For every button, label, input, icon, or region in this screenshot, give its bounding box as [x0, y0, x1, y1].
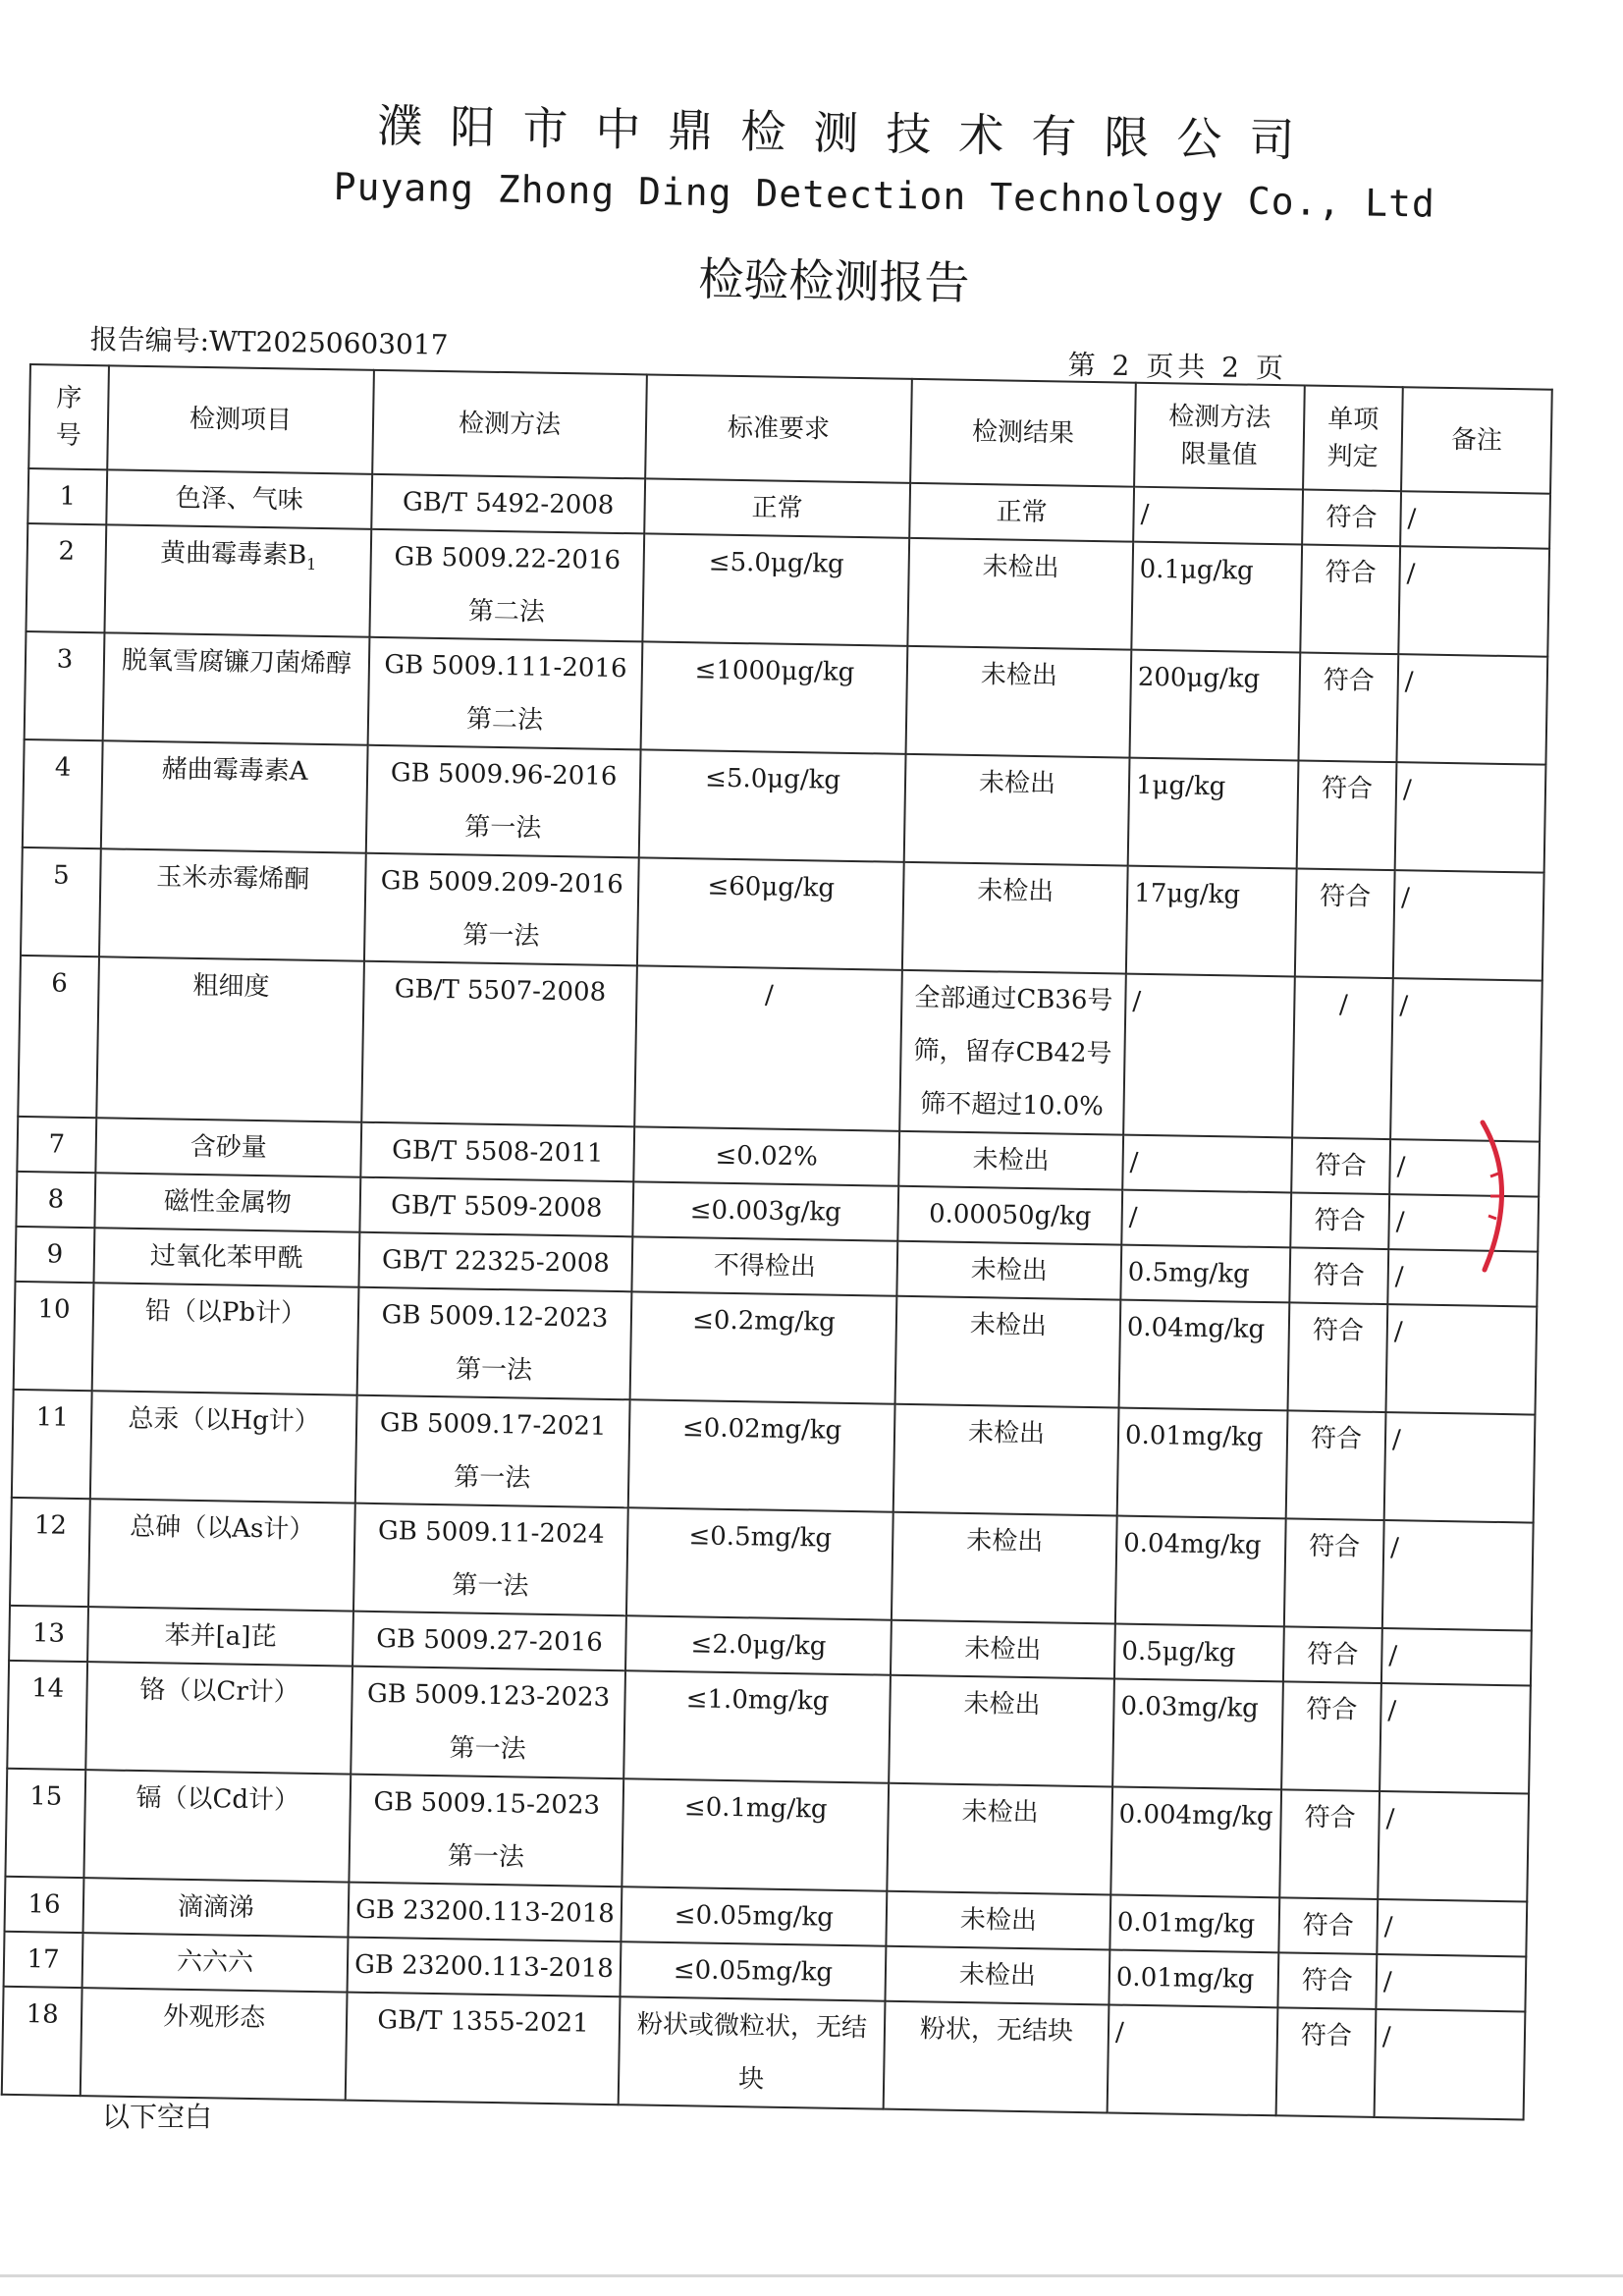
cell-judgement: / — [1292, 976, 1393, 1139]
cell-no: 14 — [7, 1661, 87, 1770]
cell-item: 六六六 — [82, 1933, 349, 1992]
cell-method: GB/T 5492-2008 — [371, 474, 645, 534]
cell-standard: ≤0.2mg/kg — [630, 1291, 897, 1403]
cell-item: 苯并[a]芘 — [87, 1607, 353, 1666]
cell-item: 铅（以Pb计） — [92, 1283, 359, 1394]
cell-judgement: 符合 — [1295, 868, 1395, 978]
col-header-limit: 检测方法 限量值 — [1134, 383, 1305, 490]
scan-edge-line — [0, 2274, 1623, 2277]
cell-result: 未检出 — [887, 1783, 1112, 1895]
cell-no: 12 — [10, 1498, 90, 1607]
cell-method: GB 5009.96-2016 第一法 — [366, 745, 641, 858]
cell-remark: / — [1381, 1628, 1532, 1686]
cell-result: 未检出 — [892, 1512, 1117, 1624]
cell-method: GB 5009.15-2023 第一法 — [349, 1775, 623, 1887]
page-indicator: 第 2 页共 2 页 — [1067, 348, 1288, 385]
cell-method: GB/T 22325-2008 — [358, 1232, 632, 1292]
cell-standard: ≤2.0μg/kg — [625, 1615, 892, 1674]
cell-result: 0.00050g/kg — [897, 1186, 1122, 1245]
cell-method: GB 23200.113-2018 — [348, 1883, 622, 1942]
cell-limit: 0.5μg/kg — [1114, 1624, 1284, 1682]
cell-no: 17 — [4, 1932, 83, 1988]
cell-result: 未检出 — [885, 1946, 1109, 2005]
cell-result: 粉状，无结块 — [884, 2001, 1109, 2113]
cell-limit: 1μg/kg — [1128, 758, 1299, 869]
cell-remark: / — [1385, 1304, 1537, 1415]
cell-judgement: 符合 — [1300, 545, 1400, 655]
cell-no: 1 — [27, 468, 107, 524]
col-header-method: 检测方法 — [372, 370, 647, 479]
cell-judgement: 符合 — [1283, 1626, 1382, 1683]
cell-no: 11 — [12, 1390, 92, 1499]
cell-item: 滴滴涕 — [83, 1878, 350, 1937]
cell-result: 正常 — [909, 483, 1134, 542]
cell-result: 全部通过CB36号筛，留存CB42号筛不超过10.0% — [899, 970, 1126, 1135]
cell-method: GB 5009.27-2016 — [352, 1612, 626, 1671]
cell-method: GB 5009.12-2023 第一法 — [357, 1287, 632, 1400]
cell-method: GB 23200.113-2018 — [348, 1938, 622, 1997]
cell-limit: 0.004mg/kg — [1110, 1786, 1281, 1897]
cell-method: GB/T 5507-2008 — [361, 961, 637, 1127]
cell-no: 13 — [9, 1606, 88, 1662]
cell-item: 外观形态 — [81, 1988, 348, 2100]
cell-standard: ≤5.0μg/kg — [642, 533, 909, 645]
cell-no: 4 — [23, 739, 103, 848]
cell-item: 黄曲霉毒素$B_1$ — [104, 524, 371, 636]
cell-remark: / — [1376, 1954, 1526, 2012]
results-table-wrapper — [1, 363, 1551, 2120]
cell-no: 16 — [5, 1877, 84, 1933]
cell-method: GB/T 5508-2011 — [360, 1122, 634, 1182]
cell-item: 赭曲霉毒素A — [101, 740, 368, 852]
cell-standard: ≤60μg/kg — [637, 857, 904, 969]
cell-item: 含砂量 — [95, 1118, 361, 1176]
cell-item: 粗细度 — [96, 957, 364, 1121]
cell-remark: / — [1380, 1683, 1531, 1794]
cell-result: 未检出 — [898, 1131, 1123, 1190]
cell-standard: ≤0.02% — [633, 1126, 899, 1185]
table-body — [2, 468, 1550, 2119]
item-subscript: 1 — [305, 554, 317, 574]
cell-method: GB 5009.123-2023 第一法 — [351, 1667, 625, 1779]
cell-method: GB 5009.209-2016第一法 — [364, 853, 639, 966]
company-name-en: Puyang Zhong Ding Detection Technology Co., Ltd — [333, 165, 1436, 226]
cell-remark: / — [1384, 1412, 1536, 1523]
report-number-value: WT20250603017 — [208, 324, 449, 361]
col-header-standard: 标准要求 — [645, 374, 912, 482]
cell-remark: / — [1393, 870, 1544, 981]
cell-limit: 0.01mg/kg — [1109, 1894, 1279, 1952]
cell-standard: ≤0.05mg/kg — [621, 1941, 887, 2000]
cell-item: 总汞（以Hg计） — [90, 1391, 357, 1503]
blank-below-note: 以下空白 — [102, 2101, 213, 2133]
cell-no: 3 — [25, 631, 105, 740]
cell-judgement: 符合 — [1278, 1897, 1378, 1954]
cell-judgement: 符合 — [1298, 652, 1398, 762]
cell-judgement: 符合 — [1281, 1681, 1381, 1791]
col-header-judgement: 单项 判定 — [1303, 386, 1403, 492]
table-row — [18, 956, 1542, 1142]
cell-method: GB/T 1355-2021 — [346, 1993, 621, 2105]
col-header-item: 检测项目 — [107, 365, 374, 473]
cell-method: GB 5009.22-2016 第二法 — [369, 529, 644, 642]
cell-judgement: 符合 — [1276, 2007, 1377, 2117]
cell-method: GB 5009.17-2021 第一法 — [355, 1395, 630, 1508]
cell-remark: / — [1388, 1194, 1539, 1252]
cell-limit: 0.01mg/kg — [1117, 1408, 1288, 1519]
cell-judgement: 符合 — [1289, 1247, 1388, 1304]
cell-limit: / — [1133, 487, 1303, 545]
cell-remark: / — [1390, 978, 1542, 1141]
cell-item: 过氧化苯甲酰 — [93, 1228, 359, 1286]
cell-standard: / — [634, 965, 902, 1130]
cell-result: 未检出 — [906, 646, 1132, 758]
cell-no: 15 — [5, 1769, 85, 1878]
results-table — [1, 363, 1553, 2120]
cell-limit: 0.04mg/kg — [1115, 1516, 1286, 1627]
cell-standard: ≤1.0mg/kg — [623, 1670, 891, 1782]
seal-stamp-edge — [1473, 1118, 1532, 1275]
cell-item: 铬（以Cr计） — [85, 1662, 352, 1774]
cell-no: 7 — [17, 1117, 96, 1173]
cell-standard: ≤0.003g/kg — [632, 1181, 898, 1240]
cell-remark: / — [1398, 546, 1549, 657]
cell-no: 8 — [16, 1172, 95, 1228]
cell-remark: / — [1396, 654, 1547, 765]
cell-remark: / — [1400, 491, 1550, 549]
cell-standard: ≤0.1mg/kg — [622, 1778, 889, 1890]
cell-result: 未检出 — [891, 1620, 1115, 1679]
cell-judgement: 符合 — [1284, 1518, 1384, 1628]
cell-standard: 正常 — [644, 478, 910, 537]
cell-limit: / — [1122, 1135, 1292, 1193]
cell-standard: 不得检出 — [631, 1236, 897, 1295]
cell-limit: 17μg/kg — [1126, 866, 1297, 977]
cell-limit: 0.01mg/kg — [1109, 1949, 1278, 2007]
cell-item: 镉（以Cd计） — [83, 1770, 351, 1882]
cell-judgement: 符合 — [1277, 1952, 1377, 2009]
cell-remark: / — [1382, 1520, 1534, 1631]
cell-limit: / — [1123, 974, 1295, 1138]
cell-no: 5 — [21, 847, 101, 957]
cell-no: 6 — [18, 956, 99, 1118]
cell-result: 未检出 — [902, 862, 1128, 974]
cell-item: 总砷（以As计） — [88, 1499, 355, 1611]
cell-item: 磁性金属物 — [94, 1173, 360, 1231]
cell-judgement: 符合 — [1297, 760, 1397, 870]
cell-standard: ≤0.5mg/kg — [626, 1507, 893, 1619]
cell-method: GB/T 5509-2008 — [359, 1177, 633, 1237]
cell-item: 玉米赤霉烯酮 — [99, 848, 366, 960]
cell-result: 未检出 — [889, 1675, 1114, 1787]
cell-result: 未检出 — [886, 1891, 1110, 1950]
cell-result: 未检出 — [895, 1296, 1121, 1408]
cell-standard: ≤0.02mg/kg — [628, 1399, 895, 1511]
cell-judgement: 符合 — [1290, 1192, 1389, 1249]
cell-method: GB 5009.111-2016 第二法 — [368, 637, 643, 750]
col-header-remark: 备注 — [1401, 387, 1552, 494]
cell-limit: / — [1108, 2004, 1278, 2115]
cell-standard: 粉状或微粒状，无结块 — [619, 1996, 886, 2108]
cell-judgement: 符合 — [1302, 490, 1401, 547]
cell-remark: / — [1378, 1791, 1529, 1902]
cell-limit: 0.5mg/kg — [1120, 1245, 1290, 1303]
cell-standard: ≤1000μg/kg — [641, 641, 908, 753]
cell-no: 10 — [14, 1282, 94, 1391]
cell-remark: / — [1387, 1249, 1538, 1307]
cell-remark: / — [1377, 1899, 1527, 1957]
cell-no: 9 — [15, 1227, 94, 1283]
cell-remark: / — [1395, 762, 1546, 873]
cell-result: 未检出 — [893, 1404, 1119, 1516]
cell-result: 未检出 — [904, 754, 1130, 866]
report-number — [89, 318, 448, 363]
cell-method: GB 5009.11-2024 第一法 — [353, 1503, 628, 1616]
cell-standard: ≤5.0μg/kg — [639, 749, 906, 861]
cell-judgement: 符合 — [1279, 1789, 1380, 1899]
cell-item: 脱氧雪腐镰刀菌烯醇 — [103, 632, 370, 744]
cell-limit: 0.04mg/kg — [1119, 1300, 1290, 1411]
cell-judgement: 符合 — [1287, 1302, 1387, 1412]
report-number-label: 报告编号: — [89, 322, 210, 357]
company-name-cn: 濮阳市中鼎检测技术有限公司 — [377, 98, 1323, 168]
cell-limit: 200μg/kg — [1129, 650, 1300, 761]
cell-remark: / — [1389, 1139, 1540, 1197]
cell-limit: 0.1μg/kg — [1131, 542, 1302, 653]
cell-judgement: 符合 — [1286, 1410, 1386, 1520]
cell-result: 未检出 — [896, 1241, 1121, 1300]
cell-remark: / — [1375, 2009, 1526, 2120]
cell-judgement: 符合 — [1291, 1137, 1390, 1194]
col-header-no: 序 号 — [28, 364, 109, 469]
cell-result: 未检出 — [907, 538, 1133, 650]
cell-no: 2 — [26, 523, 106, 632]
cell-item: 色泽、气味 — [106, 469, 372, 528]
cell-no: 18 — [2, 1987, 82, 2096]
cell-standard: ≤0.05mg/kg — [621, 1886, 887, 1945]
col-header-result: 检测结果 — [910, 379, 1136, 487]
report-title: 检验检测报告 — [698, 251, 970, 310]
cell-limit: / — [1121, 1190, 1291, 1248]
cell-limit: 0.03mg/kg — [1112, 1679, 1283, 1790]
